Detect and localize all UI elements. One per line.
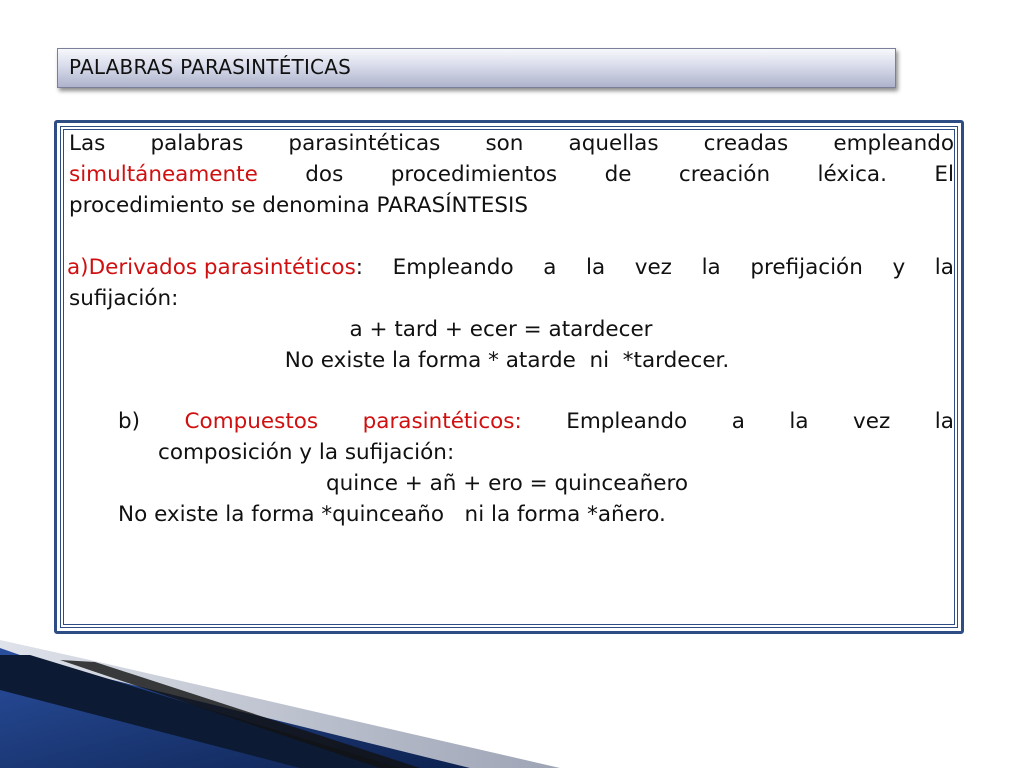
- word: palabras: [150, 131, 244, 156]
- section-b-label-1: Compuestos: [184, 409, 319, 434]
- word: creación: [678, 162, 771, 187]
- word: y: [892, 255, 906, 280]
- para1-line3: procedimiento se denomina PARASÍNTESIS: [69, 193, 528, 218]
- slide-title: PALABRAS PARASINTÉTICAS: [69, 55, 351, 79]
- section-a-heading: [67, 252, 363, 283]
- word: vez: [853, 409, 891, 434]
- word: la: [585, 255, 606, 280]
- section-a-line1: [67, 252, 954, 283]
- corner-shape-stripe: [60, 660, 420, 768]
- title-banner: [57, 48, 896, 88]
- word: Empleando: [392, 255, 514, 280]
- word: la: [934, 255, 954, 280]
- word: Empleando: [566, 409, 688, 434]
- corner-shape-light: [0, 640, 560, 768]
- word: léxica.: [817, 162, 887, 187]
- word: de: [604, 162, 632, 187]
- word: procedimientos: [390, 162, 558, 187]
- section-b-line2: composición y la sufijación:: [158, 440, 455, 465]
- section-b-line1: [118, 406, 954, 437]
- word: aquellas: [568, 131, 659, 156]
- content-frame: [54, 120, 964, 634]
- word: Las: [69, 131, 106, 156]
- word: a: [543, 255, 557, 280]
- word: la: [934, 409, 954, 434]
- section-b-label-2: parasintéticos:: [362, 409, 522, 434]
- word: El: [934, 162, 954, 187]
- word: la: [701, 255, 721, 280]
- section-a-colon: :: [355, 255, 364, 280]
- word: son: [485, 131, 524, 156]
- para1-line2: [69, 159, 954, 190]
- section-b-prefix: b): [118, 409, 141, 434]
- word: parasintéticas: [288, 131, 441, 156]
- section-b-note: No existe la forma *quinceaño ni la forma *añero.: [118, 502, 666, 527]
- word: prefijación: [750, 255, 863, 280]
- section-a-note: No existe la forma * atarde ni *tardecer.: [284, 348, 730, 373]
- word: creadas: [703, 131, 789, 156]
- para1-line1: [69, 128, 954, 159]
- corner-shape-blue: [0, 648, 470, 768]
- word: empleando: [833, 131, 954, 156]
- section-a-example: a + tard + ecer = atardecer: [349, 317, 653, 342]
- word: vez: [634, 255, 672, 280]
- corner-shape-dark: [0, 655, 400, 768]
- word: la: [789, 409, 809, 434]
- word: a: [731, 409, 745, 434]
- word: dos: [305, 162, 344, 187]
- section-b-example: quince + añ + ero = quinceañero: [326, 471, 688, 496]
- highlight-word: simultáneamente: [69, 162, 258, 187]
- section-a-line2: sufijación:: [69, 286, 179, 311]
- section-a-label: a)Derivados parasintéticos: [67, 255, 356, 280]
